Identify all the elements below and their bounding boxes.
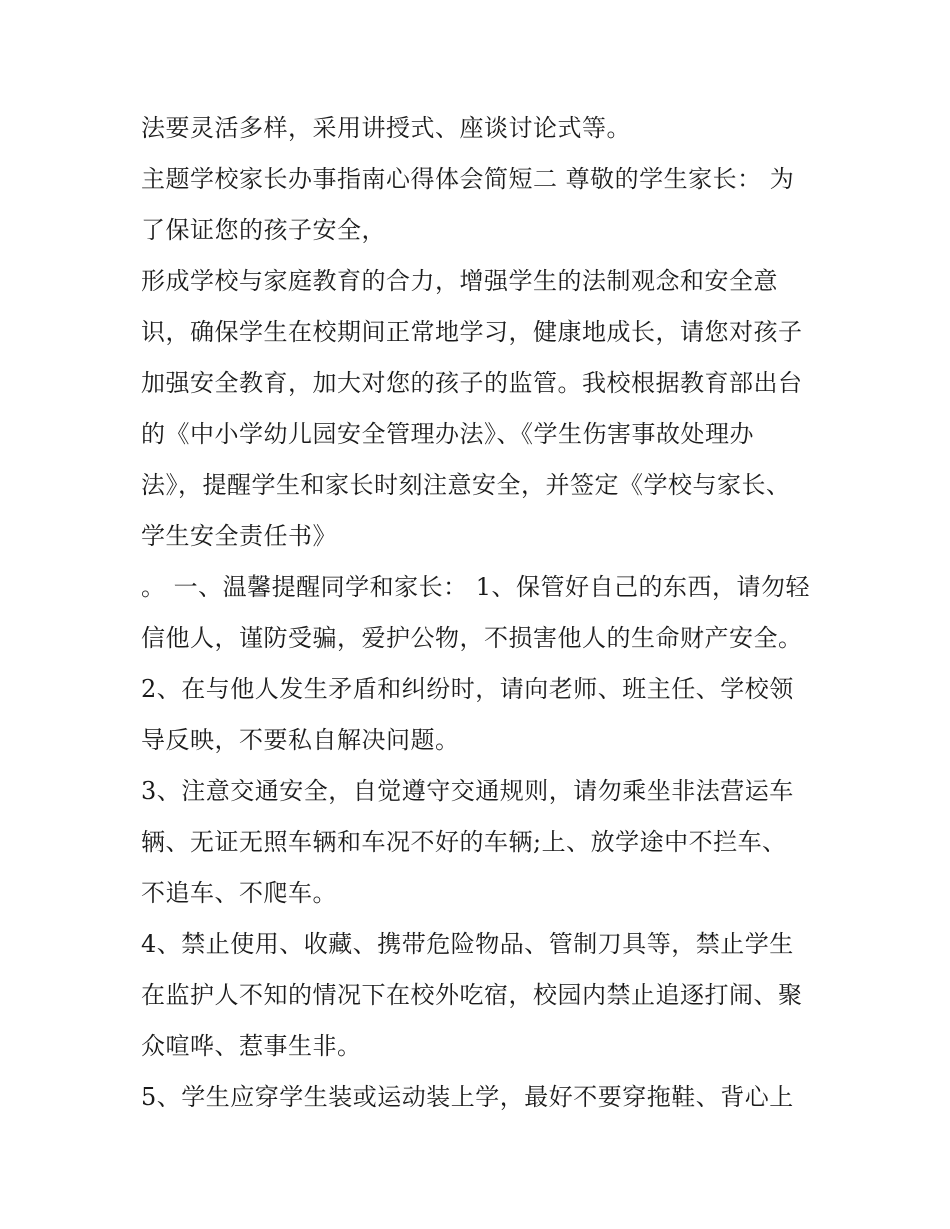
text-line: 5、学生应穿学生装或运动装上学，最好不要穿拖鞋、背心上 [141, 1083, 794, 1111]
text-line: 不追车、不爬车。 [141, 879, 337, 907]
text-line: 法》，提醒学生和家长时刻注意安全，并签定《学校与家长、 [141, 471, 791, 499]
text-line: 识，确保学生在校期间正常地学习，健康地成长，请您对孩子 [141, 318, 803, 346]
text-line: 4、禁止使用、收藏、携带危险物品、管制刀具等，禁止学生 [141, 930, 794, 958]
text-line: 信他人，谨防受骗，爱护公物，不损害他人的生命财产安全。 [141, 624, 803, 652]
text-line: 在监护人不知的情况下在校外吃宿，校园内禁止追逐打闹、聚 [141, 981, 803, 1009]
text-line: 学生安全责任书》 [141, 522, 337, 550]
text-line: 3、注意交通安全，自觉遵守交通规则，请勿乘坐非法营运车 [141, 777, 794, 805]
text-line: 主题学校家长办事指南心得体会简短二 尊敬的学生家长： 为 [141, 165, 795, 193]
text-line: 众喧哗、惹事生非。 [141, 1032, 362, 1060]
text-line: 形成学校与家庭教育的合力，增强学生的法制观念和安全意 [141, 267, 778, 295]
text-line: 辆、无证无照车辆和车况不好的车辆;上、放学途中不拦车、 [141, 828, 787, 856]
text-line: 。 一、温馨提醒同学和家长： 1、保管好自己的东西，请勿轻 [141, 573, 811, 601]
text-line: 导反映，不要私自解决问题。 [141, 726, 460, 754]
text-line: 了保证您的孩子安全， [141, 216, 386, 244]
text-line: 的《中小学幼儿园安全管理办法》、《学生伤害事故处理办 [141, 420, 754, 448]
text-line: 加强安全教育，加大对您的孩子的监管。我校根据教育部出台 [141, 369, 803, 397]
text-line: 2、在与他人发生矛盾和纠纷时，请向老师、班主任、学校领 [141, 675, 794, 703]
text-line: 法要灵活多样，采用讲授式、座谈讨论式等。 [141, 114, 631, 142]
